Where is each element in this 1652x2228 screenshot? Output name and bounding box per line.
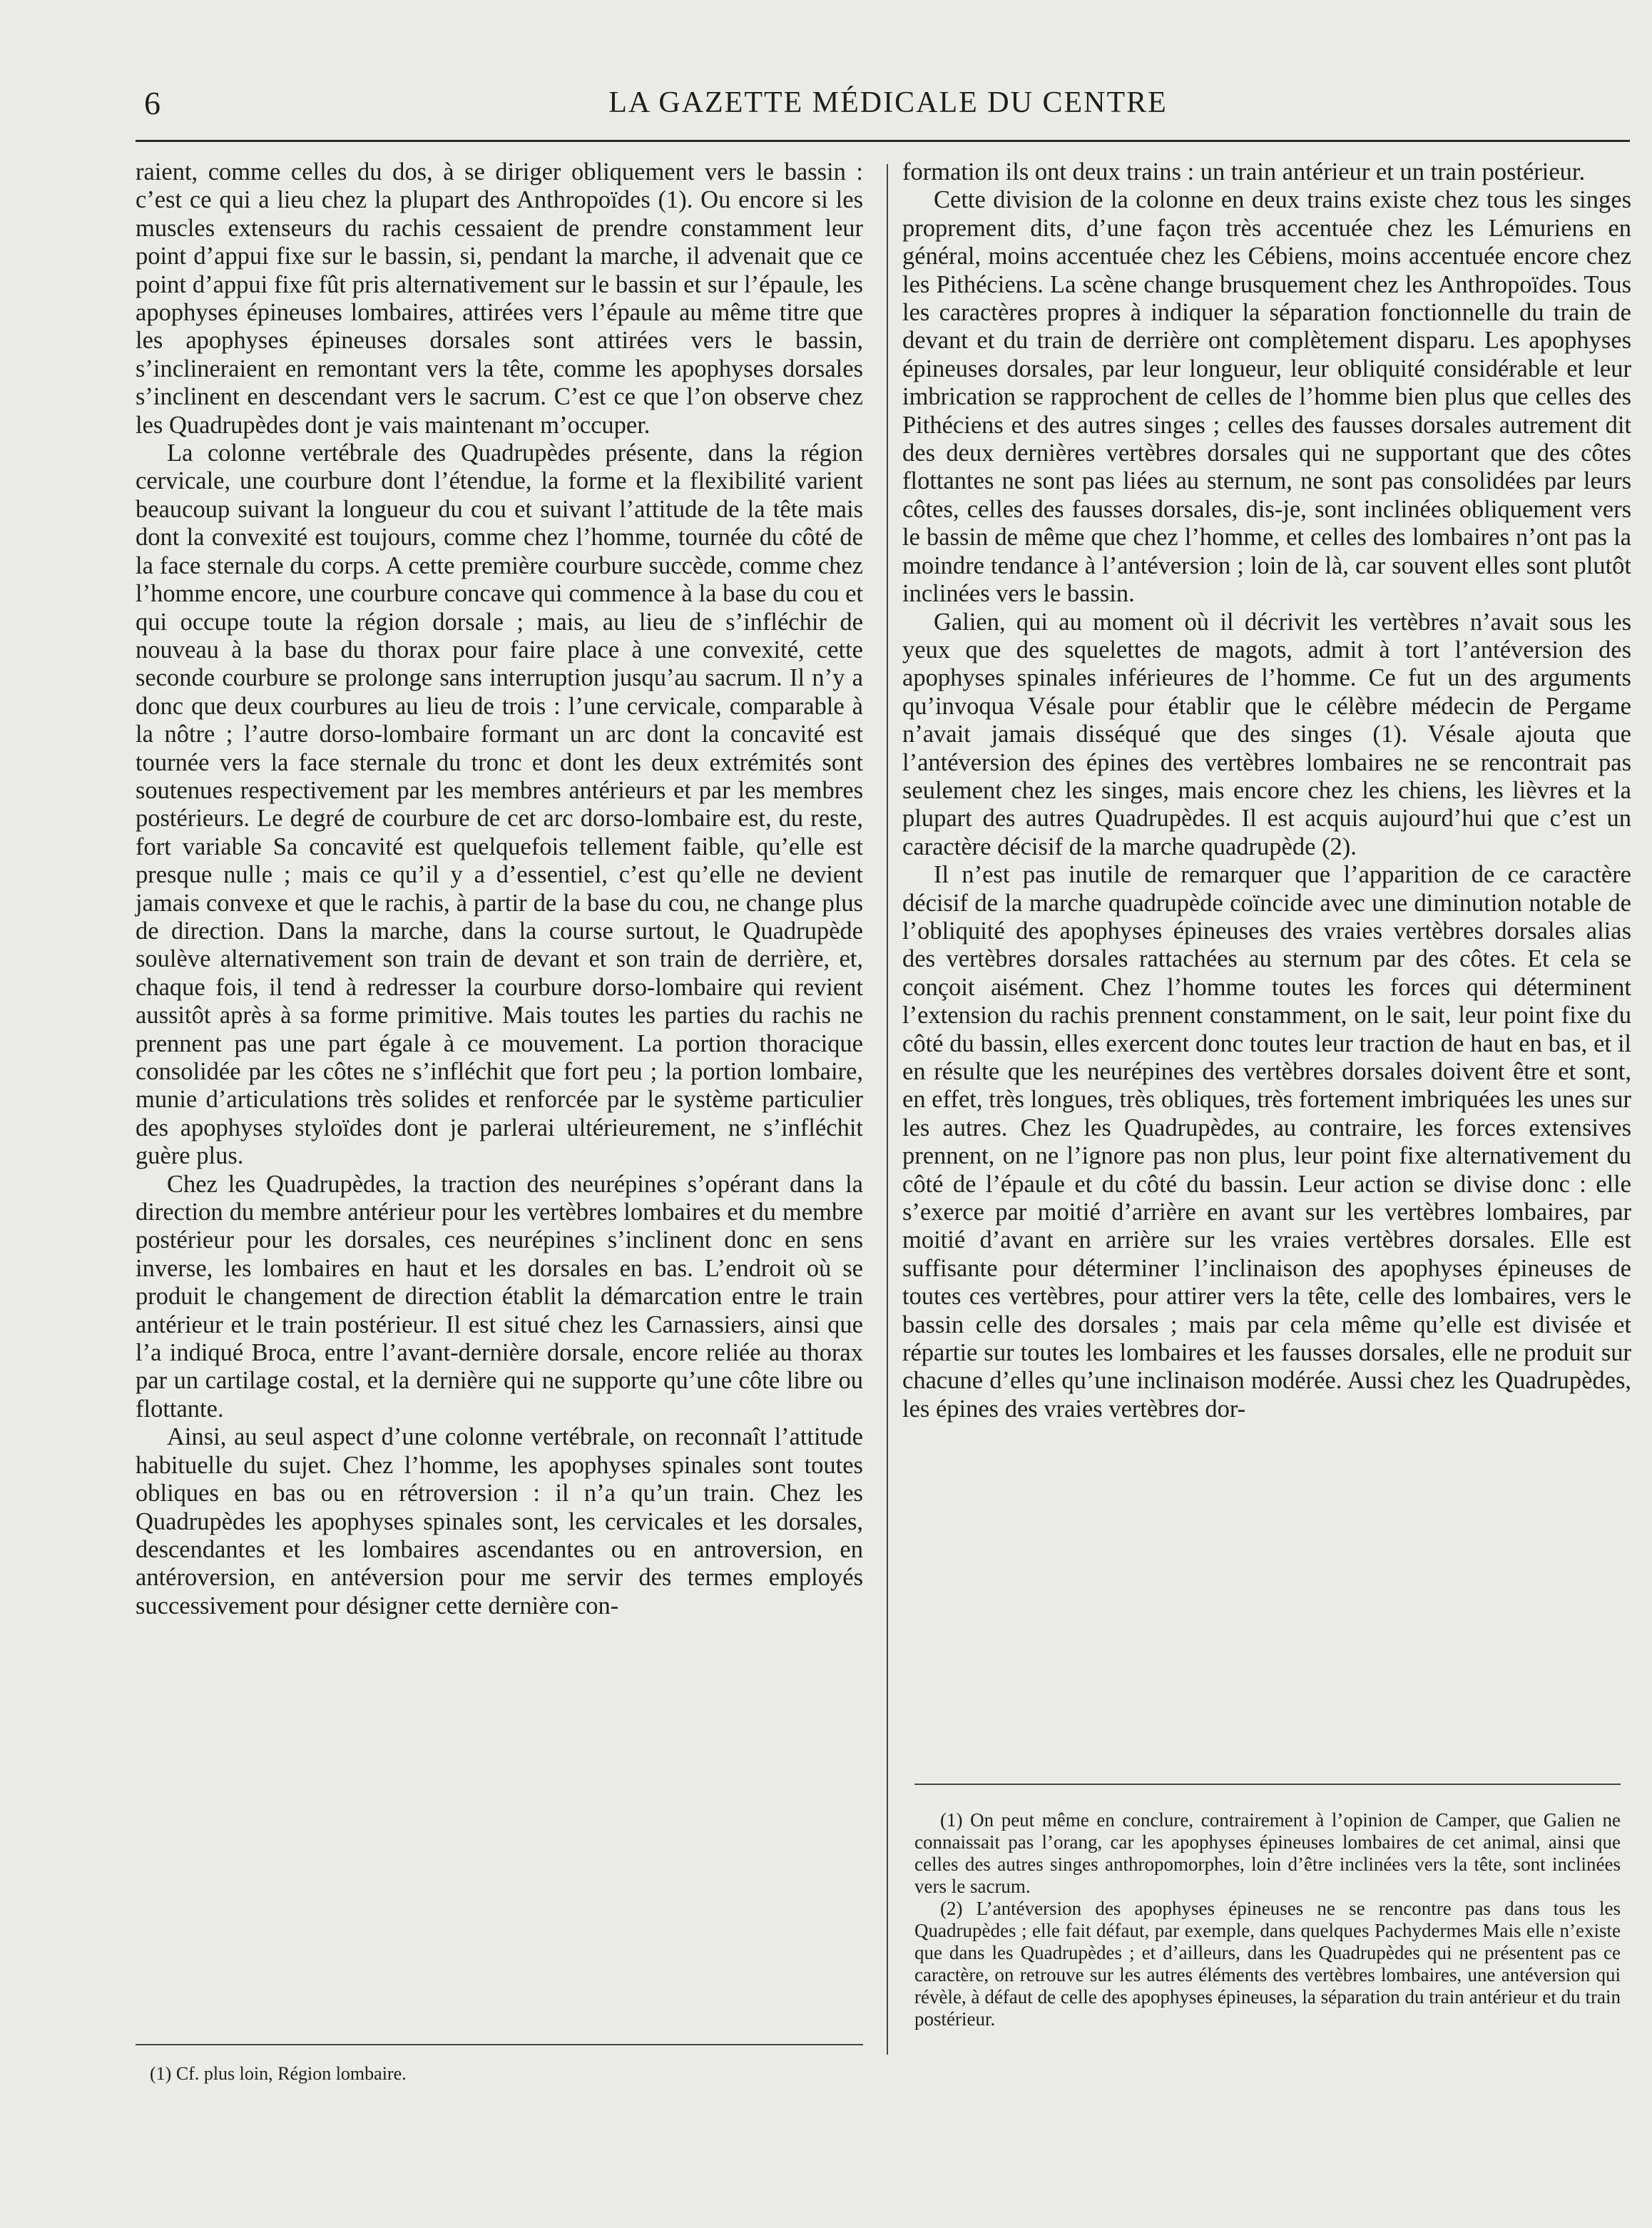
- left-footnote: (1) Cf. plus loin, Région lombaire.: [150, 2063, 407, 2084]
- left-column: [136, 158, 863, 1620]
- right-footnotes: [914, 1809, 1621, 2030]
- right-footnote-1: (1) On peut même en conclure, contrairement à l’opinion de Camper, que Galien ne connaissait pas l’orang, car les apophyses épineuses lombaires de cet animal, ainsi que celles des autres singes anthropomorphes, loin d’être inclinées vers la tête, sont inclinées vers le sacrum.: [914, 1809, 1621, 1897]
- right-footnote-rule: [914, 1784, 1621, 1785]
- right-paragraph-2: Cette division de la colonne en deux trains existe chez tous les singes proprement dits, d’une façon très accentuée chez les Lémuriens en général, moins accentuée chez les Cébiens, moins accentuée encore chez les Pithéciens. La scène change brusquement chez les Anthropoïdes. Tous les caractères propres à indiquer la séparation fonctionnelle du train de devant et du train de derrière ont complètement disparu. Les apophyses épineuses dorsales, par leur longueur, leur obliquité considérable et leur imbrication se rapprochent de celles de l’homme bien plus que celles des Pithéciens et des autres singes ; celles des fausses dorsales autrement dit des deux dernières vertèbres dorsales qui ne supportant que des côtes flottantes ne sont pas liées au sternum, ne sont pas consolidées par leurs côtes, celles des fausses dorsales, dis-je, sont inclinées obliquement vers le bassin de même que chez l’homme, et celles des lombaires n’ont pas la moindre tendance à l’antéversion ; loin de là, car souvent elles sont plutôt inclinées vers le bassin.: [902, 186, 1631, 608]
- page-header: [136, 84, 1641, 127]
- right-column: [902, 158, 1631, 1423]
- left-footnote-rule: [136, 2044, 863, 2045]
- running-title: LA GAZETTE MÉDICALE DU CENTRE: [608, 86, 1168, 119]
- left-paragraph-2: La colonne vertébrale des Quadrupèdes présente, dans la région cervicale, une courbure dont l’étendue, la forme et la flexibilité varient beaucoup suivant la longueur du cou et suivant l’attitude de la tête mais dont la convexité est toujours, comme chez l’homme, tournée du côté de la face sternale du corps. A cette première courbure succède, comme chez l’homme encore, une courbure concave qui commence à la base du cou et qui occupe toute la région dorsale ; mais, au lieu de s’infléchir de nouveau à la base du thorax pour faire place à une convexité, cette seconde courbure se prolonge sans interruption jusqu’au sacrum. Il n’y a donc que deux courbures au lieu de trois : l’une cervicale, comparable à la nôtre ; l’autre dorso-lombaire formant un arc dont la concavité est tournée vers la face sternale du tronc et dont les deux extrémités sont soutenues respectivement par les membres antérieurs et par les membres postérieurs. Le degré de courbure de cet arc dorso-lombaire est, du reste, fort variable Sa concavité est quelquefois tellement faible, qu’elle est presque nulle ; mais ce qu’il y a d’essentiel, c’est qu’elle ne devient jamais convexe et que le rachis, à partir de la base du cou, ne change plus de direction. Dans la marche, dans la course surtout, le Quadrupède soulève alternativement son train de devant et son train de derrière, et, chaque fois, il tend à redresser la courbure dorso-lombaire qui revient aussitôt après à sa forme primitive. Mais toutes les parties du rachis ne prennent pas une part égale à ce mouvement. La portion thoracique consolidée par les côtes ne s’infléchit que fort peu ; la portion lombaire, munie d’articulations très solides et renforcée par le système particulier des apophyses styloïdes dont je parlerai ultérieurement, ne s’infléchit guère plus.: [136, 439, 863, 1170]
- right-footnote-2: (2) L’antéversion des apophyses épineuses ne se rencontre pas dans tous les Quadrupèdes ; elle fait défaut, par exemple, dans quelques Pachydermes Mais elle n’existe que dans les Quadrupèdes ; et d’ailleurs, dans les Quadrupèdes qui ne présentent pas ce caractère, on retrouve sur les autres éléments des vertèbres lombaires, une antéversion qui révèle, à défaut de celle des apophyses épineuses, la séparation du train antérieur et du train postérieur.: [914, 1898, 1621, 2030]
- column-divider: [887, 164, 888, 2055]
- left-paragraph-4: Ainsi, au seul aspect d’une colonne vertébrale, on reconnaît l’attitude habituelle du sujet. Chez l’homme, les apophyses spinales sont toutes obliques en bas ou en rétroversion : il n’a qu’un train. Chez les Quadrupèdes les apophyses spinales sont, les cervicales et les dorsales, descendantes et les lombaires ascendantes ou en antroversion, en antéroversion, en antéversion pour me servir des termes employés successivement pour désigner cette dernière con-: [136, 1423, 863, 1619]
- left-paragraph-3: Chez les Quadrupèdes, la traction des neurépines s’opérant dans la direction du membre antérieur pour les vertèbres lombaires et du membre postérieur pour les dorsales, ces neurépines s’inclinent donc en sens inverse, les lombaires en haut et les dorsales en bas. L’endroit où se produit le changement de direction établit la démarcation entre le train antérieur et le train postérieur. Il est situé chez les Carnassiers, ainsi que l’a indiqué Broca, entre l’avant-dernière dorsale, encore reliée au thorax par un cartilage costal, et la dernière qui ne supporte qu’une côte libre ou flottante.: [136, 1170, 863, 1423]
- right-paragraph-4: Il n’est pas inutile de remarquer que l’apparition de ce caractère décisif de la marche quadrupède coïncide avec une diminution notable de l’obliquité des apophyses épineuses des vraies vertèbres dorsales alias des vertèbres dorsales rattachées au sternum par des côtes. Et cela se conçoit aisément. Chez l’homme toutes les forces qui déterminent l’extension du rachis prennent constamment, on le sait, leur point fixe du côté du bassin, elles exercent donc toutes leur traction de haut en bas, et il en résulte que les neurépines des vertèbres dorsales doivent être et sont, en effet, très longues, très obliques, très fortement imbriquées les unes sur les autres. Chez les Quadrupèdes, au contraire, les forces extensives prennent, on ne l’ignore pas non plus, leur point fixe alternativement du côté de l’épaule et du côté du bassin. Leur action se divise donc : elle s’exerce par moitié d’arrière en avant sur les vertèbres lombaires, par moitié d’avant en arrière sur les vraies vertèbres dorsales. Elle est suffisante pour déterminer l’inclinaison des apophyses épineuses de toutes ces vertèbres, pour attirer vers la tête, celle des lombaires, vers le bassin celle des dorsales ; mais par cela même qu’elle est divisée et répartie sur toutes les lombaires et les fausses dorsales, elle ne produit sur chacune d’elles qu’une inclinaison modérée. Aussi chez les Quadrupèdes, les épines des vraies vertèbres dor-: [902, 861, 1631, 1423]
- page-number: 6: [144, 85, 160, 121]
- right-paragraph-1: formation ils ont deux trains : un train antérieur et un train postérieur.: [902, 158, 1586, 185]
- header-rule: [136, 140, 1630, 142]
- left-paragraph-1: raient, comme celles du dos, à se diriger obliquement vers le bassin : c’est ce qui a lieu chez la plupart des Anthropoïdes (1). Ou encore si les muscles extenseurs du rachis cessaient de prendre constamment leur point d’appui fixe sur le bassin, si, pendant la marche, il advenait que ce point d’appui fixe fût pris alternativement sur le bassin et sur l’épaule, les apophyses épineuses lombaires, attirées vers l’épaule au même titre que les apophyses épineuses dorsales sont attirées vers le bassin, s’inclineraient en remontant vers la tête, comme les apophyses dorsales s’inclinent en descendant vers le sacrum. C’est ce que l’on observe chez les Quadrupèdes dont je vais maintenant m’occuper.: [136, 158, 863, 439]
- right-paragraph-3: Galien, qui au moment où il décrivit les vertèbres n’avait sous les yeux que des squelettes de magots, admit à tort l’antéversion des apophyses spinales inférieures de l’homme. Ce fut un des arguments qu’invoqua Vésale pour établir que le célèbre médecin de Pergame n’avait jamais disséqué que des singes (1). Vésale ajouta que l’antéversion des épines des vertèbres lombaires ne se rencontrait pas seulement chez les singes, mais encore chez les chiens, les lièvres et la plupart des autres Quadrupèdes. Il est acquis aujourd’hui que c’est un caractère décisif de la marche quadrupède (2).: [902, 608, 1631, 860]
